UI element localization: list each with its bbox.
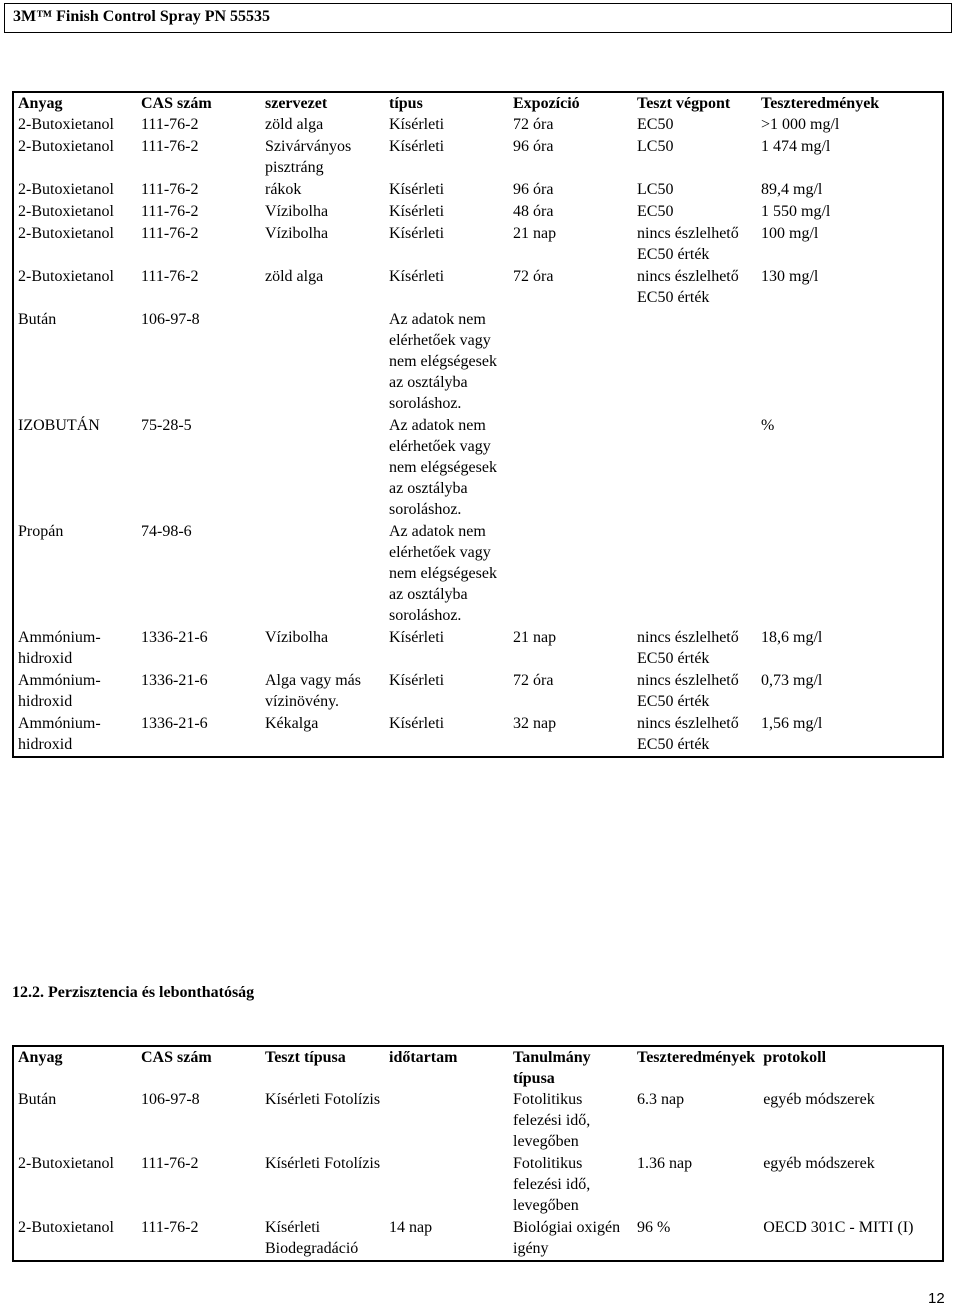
column-header: Teszteredmények xyxy=(761,95,880,112)
table-cell: Bután xyxy=(18,311,57,328)
table-cell: Az adatok nem elérhetőek vagy nem elégségesek az osztályba soroláshoz. xyxy=(389,523,497,624)
table-cell: Bután xyxy=(18,1091,57,1108)
table-cell: 0,73 mg/l xyxy=(761,672,823,689)
table-cell: nincs észlelhető EC50 érték xyxy=(637,715,739,753)
table-cell: 1 474 mg/l xyxy=(761,138,831,155)
column-header: típus xyxy=(389,95,423,112)
column-header: Teszt típusa xyxy=(265,1049,346,1066)
table-cell xyxy=(385,1089,509,1153)
table-cell xyxy=(757,521,943,627)
table-cell: Az adatok nem elérhetőek vagy nem elégségesek az osztályba soroláshoz. xyxy=(389,311,497,412)
table-row xyxy=(13,223,943,266)
table-cell: Kísérleti xyxy=(389,116,445,133)
table-row xyxy=(13,521,943,627)
degradability-table xyxy=(12,1045,944,1262)
table-cell: Vízibolha xyxy=(265,225,329,242)
table-cell: 1,56 mg/l xyxy=(761,715,823,732)
table-cell: Fotolitikus felezési idő, levegőben xyxy=(513,1155,591,1214)
table-cell: Kísérleti xyxy=(389,203,445,220)
table-row xyxy=(13,266,943,309)
table-cell: 72 óra xyxy=(513,672,554,689)
table-cell: 21 nap xyxy=(513,629,557,646)
table-row xyxy=(13,309,943,415)
table-cell xyxy=(509,309,633,415)
table-cell: Ammónium-hidroxid xyxy=(18,672,101,710)
table-cell: 96 óra xyxy=(513,138,554,155)
column-header: CAS szám xyxy=(141,95,212,112)
table-cell: % xyxy=(761,417,775,434)
table-cell: 2-Butoxietanol xyxy=(18,138,114,155)
table-cell: LC50 xyxy=(637,138,674,155)
column-header: CAS szám xyxy=(141,1049,212,1066)
table-cell: rákok xyxy=(265,181,302,198)
table-cell: nincs észlelhető EC50 érték xyxy=(637,629,739,667)
table-cell: IZOBUTÁN xyxy=(18,417,100,434)
table-row xyxy=(13,415,943,521)
table-cell: 72 óra xyxy=(513,116,554,133)
column-header: időtartam xyxy=(389,1049,458,1066)
table-cell xyxy=(261,521,385,627)
table-cell: Ammónium-hidroxid xyxy=(18,629,101,667)
table-cell: Szivárványos pisztráng xyxy=(265,138,352,176)
table-row xyxy=(13,670,943,713)
table-cell xyxy=(385,1153,509,1217)
table-cell: nincs észlelhető EC50 érték xyxy=(637,268,739,306)
column-header: Expozíció xyxy=(513,95,580,112)
document-title: 3M™ Finish Control Spray PN 55535 xyxy=(13,8,271,25)
table-cell: 2-Butoxietanol xyxy=(18,225,114,242)
table-row xyxy=(13,627,943,670)
table-cell: 111-76-2 xyxy=(141,138,199,155)
table-cell: Kísérleti Biodegradáció xyxy=(265,1219,359,1257)
table-cell: nincs észlelhető EC50 érték xyxy=(637,672,739,710)
table-cell: egyéb módszerek xyxy=(763,1155,875,1172)
table-cell: 32 nap xyxy=(513,715,557,732)
table-row xyxy=(13,1089,943,1153)
table-cell: 1336-21-6 xyxy=(141,629,208,646)
document-header xyxy=(4,3,952,33)
table-cell xyxy=(509,521,633,627)
table-cell: 2-Butoxietanol xyxy=(18,268,114,285)
table-cell xyxy=(633,521,757,627)
table-cell: 72 óra xyxy=(513,268,554,285)
column-header: Tanulmány típusa xyxy=(513,1049,591,1087)
table-cell: zöld alga xyxy=(265,268,324,285)
table-row xyxy=(13,201,943,223)
table-cell: Az adatok nem elérhetőek vagy nem elégségesek az osztályba soroláshoz. xyxy=(389,417,497,518)
table-cell: 2-Butoxietanol xyxy=(18,1219,114,1236)
table-cell xyxy=(633,415,757,521)
table-cell: 111-76-2 xyxy=(141,1155,199,1172)
table-cell: Kísérleti xyxy=(389,268,445,285)
table-cell: 2-Butoxietanol xyxy=(18,1155,114,1172)
table-cell: Kísérleti xyxy=(389,629,445,646)
table-cell: 111-76-2 xyxy=(141,1219,199,1236)
table-cell: 96 % xyxy=(637,1219,671,1236)
table-cell: >1 000 mg/l xyxy=(761,116,840,133)
table-cell: 1.36 nap xyxy=(637,1155,693,1172)
table-cell: 1336-21-6 xyxy=(141,715,208,732)
section-heading: 12.2. Perzisztencia és lebonthatóság xyxy=(12,984,255,1001)
table-cell: Kísérleti xyxy=(389,715,445,732)
table-cell: 74-98-6 xyxy=(141,523,192,540)
table-row xyxy=(13,179,943,201)
table-cell: 89,4 mg/l xyxy=(761,181,823,198)
table-cell: Kísérleti xyxy=(389,225,445,242)
table-row xyxy=(13,713,943,757)
table-cell: 21 nap xyxy=(513,225,557,242)
table-cell: 111-76-2 xyxy=(141,268,199,285)
table-cell xyxy=(757,309,943,415)
table-cell xyxy=(509,415,633,521)
table-cell: nincs észlelhető EC50 érték xyxy=(637,225,739,263)
table-cell: egyéb módszerek xyxy=(763,1091,875,1108)
table-cell: Kísérleti xyxy=(389,672,445,689)
table-cell: 14 nap xyxy=(389,1219,433,1236)
table-cell: Vízibolha xyxy=(265,203,329,220)
table-row xyxy=(13,1217,943,1261)
table-cell: 2-Butoxietanol xyxy=(18,116,114,133)
table-cell: 106-97-8 xyxy=(141,1091,200,1108)
table-cell: 2-Butoxietanol xyxy=(18,203,114,220)
table-cell: 48 óra xyxy=(513,203,554,220)
table-row xyxy=(13,1153,943,1217)
table-cell: 1 550 mg/l xyxy=(761,203,831,220)
table-cell: Vízibolha xyxy=(265,629,329,646)
table-cell: Kísérleti Fotolízis xyxy=(265,1155,381,1172)
table-cell: 100 mg/l xyxy=(761,225,819,242)
table-cell: Kékalga xyxy=(265,715,319,732)
table-cell: 2-Butoxietanol xyxy=(18,181,114,198)
table-row xyxy=(13,136,943,179)
column-header: Teszt végpont xyxy=(637,95,731,112)
table-cell: LC50 xyxy=(637,181,674,198)
table-cell: Kísérleti Fotolízis xyxy=(265,1091,381,1108)
table-cell: 111-76-2 xyxy=(141,181,199,198)
ecotoxicity-table xyxy=(12,91,944,758)
table-cell: Kísérleti xyxy=(389,181,445,198)
table-cell: EC50 xyxy=(637,116,674,133)
column-header: Anyag xyxy=(18,95,63,112)
table-cell: 6.3 nap xyxy=(637,1091,685,1108)
column-header: szervezet xyxy=(265,95,328,112)
table-cell: 96 óra xyxy=(513,181,554,198)
table-cell: Fotolitikus felezési idő, levegőben xyxy=(513,1091,591,1150)
table-cell: 111-76-2 xyxy=(141,225,199,242)
table-cell: Propán xyxy=(18,523,64,540)
column-header: protokoll xyxy=(763,1049,827,1066)
table-cell: 111-76-2 xyxy=(141,116,199,133)
table-cell: Ammónium-hidroxid xyxy=(18,715,101,753)
table-cell: Kísérleti xyxy=(389,138,445,155)
table-header-row xyxy=(13,92,943,114)
page-number: 12 xyxy=(928,1290,945,1307)
table-cell: Alga vagy más vízinövény. xyxy=(265,672,361,710)
table-header-row xyxy=(13,1046,943,1089)
table-cell: 130 mg/l xyxy=(761,268,819,285)
table-cell xyxy=(633,309,757,415)
table-cell: 1336-21-6 xyxy=(141,672,208,689)
table-cell: 18,6 mg/l xyxy=(761,629,823,646)
table-cell: 111-76-2 xyxy=(141,203,199,220)
table-cell: 75-28-5 xyxy=(141,417,192,434)
table-cell xyxy=(261,415,385,521)
table-cell: EC50 xyxy=(637,203,674,220)
table-cell xyxy=(261,309,385,415)
table-cell: 106-97-8 xyxy=(141,311,200,328)
table-cell: Biológiai oxigén igény xyxy=(513,1219,621,1257)
table-cell: zöld alga xyxy=(265,116,324,133)
column-header: Anyag xyxy=(18,1049,63,1066)
table-cell: OECD 301C - MITI (I) xyxy=(763,1219,914,1236)
column-header: Teszteredmények xyxy=(637,1049,756,1066)
table-row xyxy=(13,114,943,136)
